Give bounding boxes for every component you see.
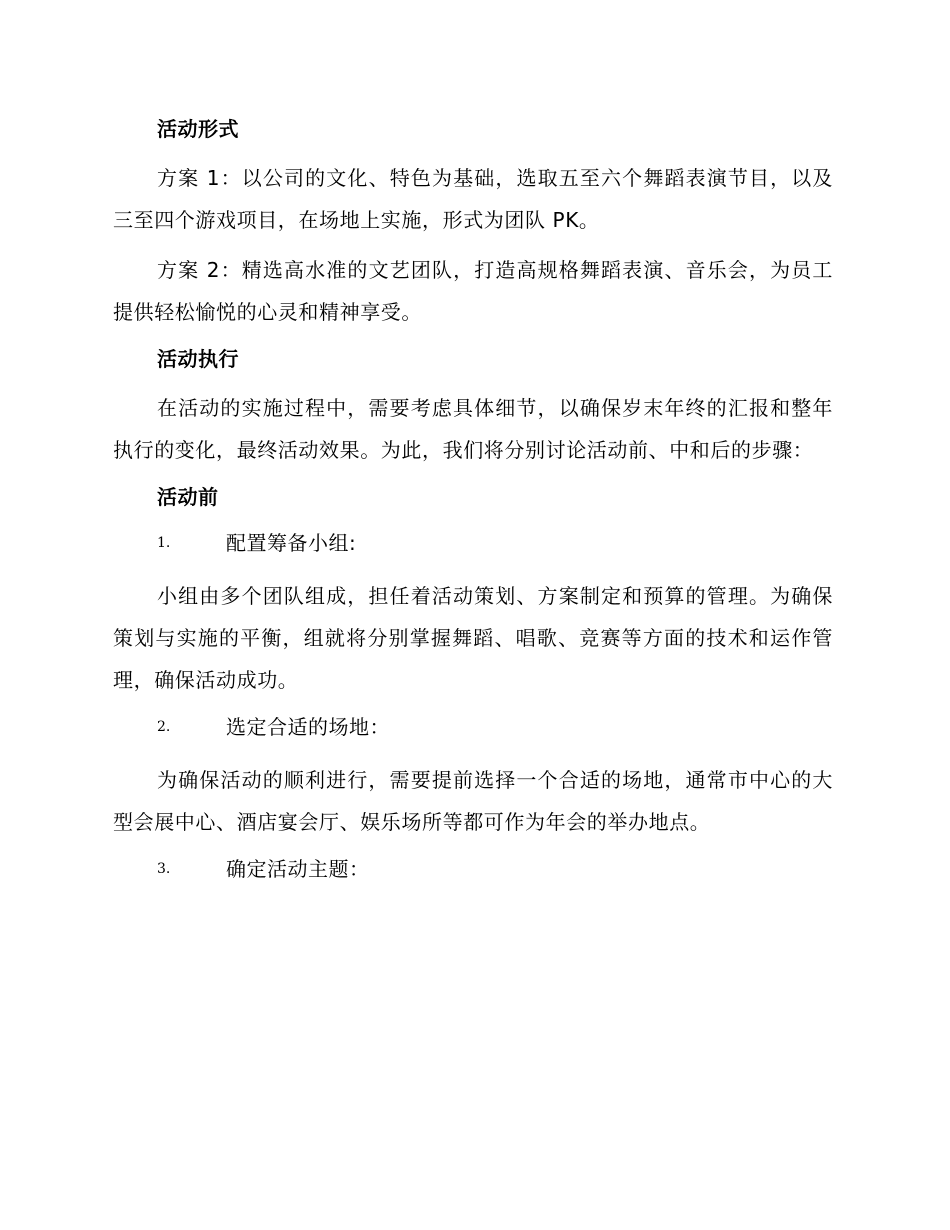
- heading-activity-form: 活动形式: [157, 117, 239, 141]
- heading-before-activity: 活动前: [157, 485, 219, 509]
- list-item-3: [113, 851, 833, 887]
- paragraph-item-2-desc: 为确保活动的顺利进行，需要提前选择一个合适的场地，通常市中心的大型会展中心、酒店宴会厅、娱乐场所等都可作为年会的举办地点。: [113, 768, 833, 834]
- heading-activity-execution: 活动执行: [157, 347, 239, 371]
- list-number: 3.: [157, 861, 171, 877]
- list-item-title: 选定合适的场地：: [226, 715, 390, 739]
- list-number: 2.: [157, 719, 171, 735]
- list-item-title: 确定活动主题：: [226, 857, 370, 881]
- list-item-title: 配置筹备小组:: [226, 531, 357, 555]
- paragraph-plan-1: 方案 1：以公司的文化、特色为基础，选取五至六个舞蹈表演节目，以及三至四个游戏项目，在场地上实施，形式为团队 PK。: [113, 166, 833, 232]
- document-body: [113, 111, 833, 901]
- list-item-2: [113, 709, 833, 745]
- list-number: 1.: [157, 535, 171, 551]
- list-item-1: [113, 525, 833, 561]
- paragraph-execution: 在活动的实施过程中，需要考虑具体细节，以确保岁末年终的汇报和整年执行的变化，最终活动效果。为此，我们将分别讨论活动前、中和后的步骤：: [113, 396, 833, 462]
- paragraph-item-1-desc: 小组由多个团队组成，担任着活动策划、方案制定和预算的管理。为确保策划与实施的平衡，组就将分别掌握舞蹈、唱歌、竞赛等方面的技术和运作管理，确保活动成功。: [113, 584, 833, 692]
- paragraph-plan-2: 方案 2：精选高水准的文艺团队，打造高规格舞蹈表演、音乐会，为员工提供轻松愉悦的心灵和精神享受。: [113, 258, 833, 324]
